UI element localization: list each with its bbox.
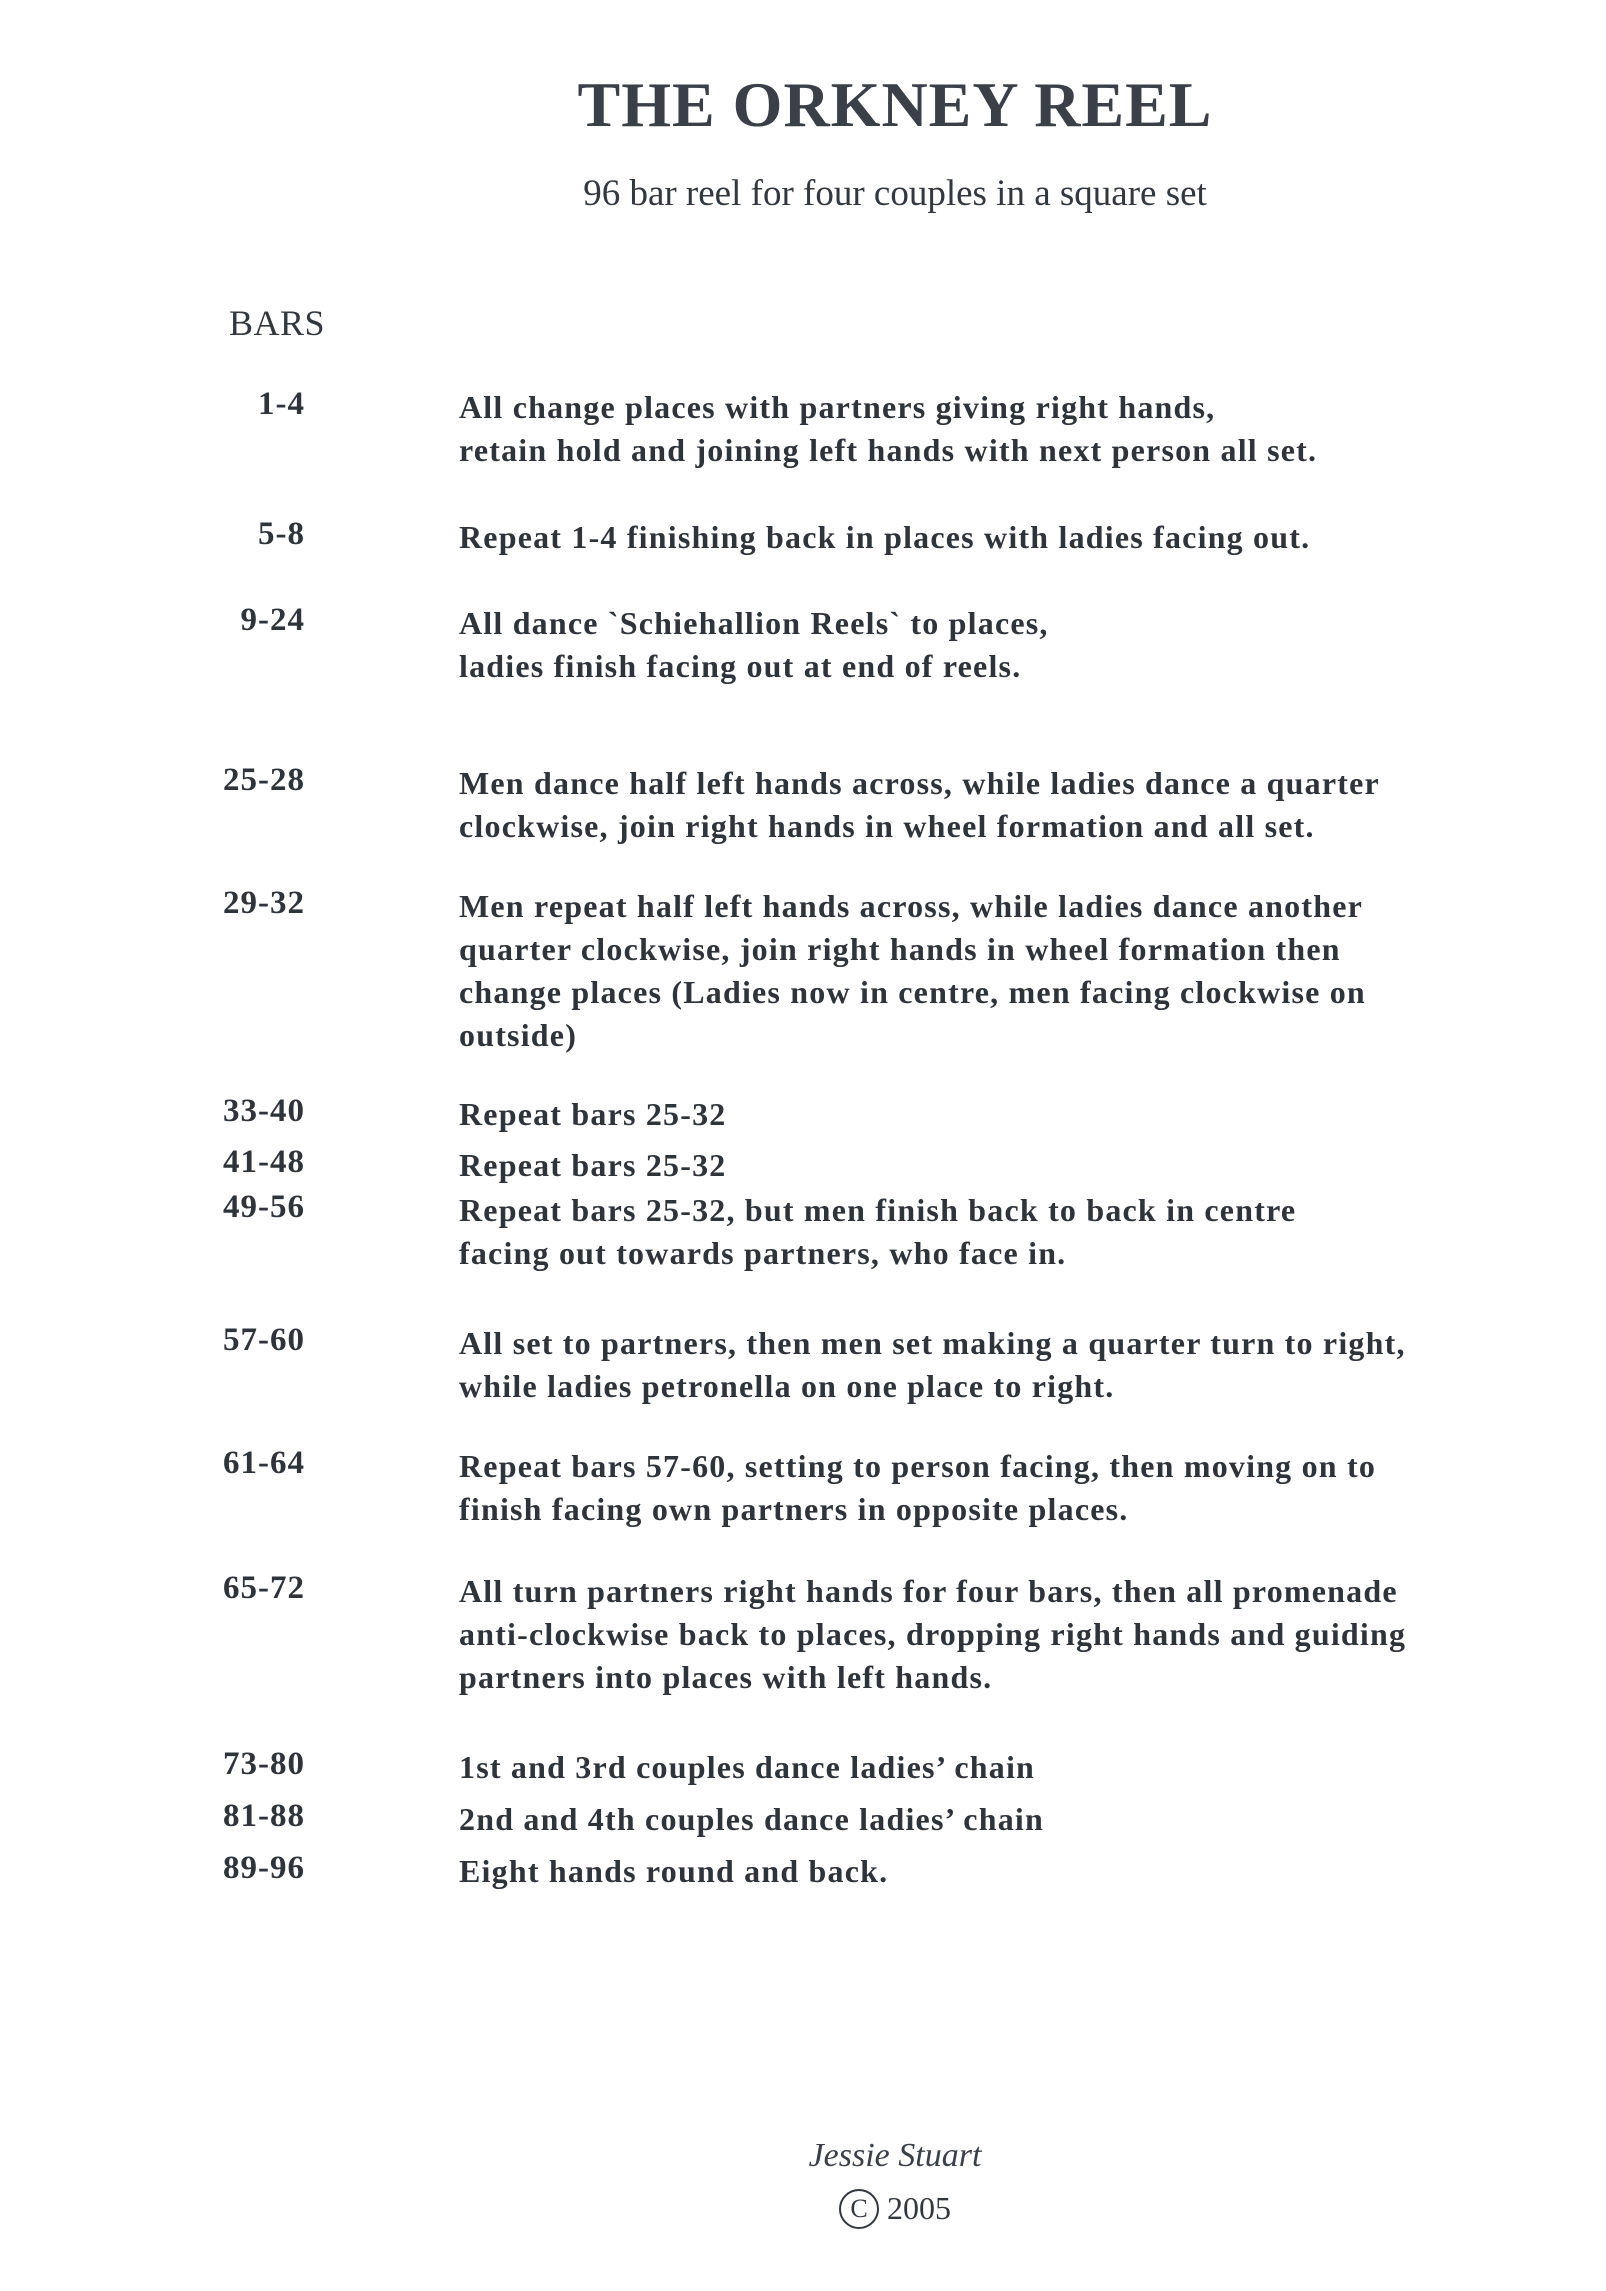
instruction-line: outside) (459, 1017, 578, 1053)
page-title: THE ORKNEY REEL (577, 69, 1213, 140)
instruction-text (459, 1850, 1579, 1893)
bar-range: 1-4 (258, 386, 305, 422)
instruction-text (459, 386, 1579, 472)
bar-range: 65-72 (223, 1570, 305, 1606)
instruction-text (459, 762, 1579, 848)
copyright-notice (0, 2190, 1606, 2232)
instruction-line: Repeat bars 25-32 (459, 1096, 727, 1132)
instruction-line: Men dance half left hands across, while ladies dance a quarter (459, 765, 1380, 801)
instruction-text (459, 516, 1579, 559)
instruction-line: partners into places with left hands. (459, 1659, 993, 1695)
bars-column-heading: BARS (229, 303, 326, 343)
instruction-text (459, 602, 1579, 688)
instruction-line: while ladies petronella on one place to right. (459, 1368, 1115, 1404)
bar-range: 49-56 (223, 1189, 305, 1225)
instruction-line: All turn partners right hands for four bars, then all promenade (459, 1573, 1398, 1609)
bar-range: 73-80 (223, 1746, 305, 1782)
instruction-line: anti-clockwise back to places, dropping right hands and guiding (459, 1616, 1407, 1652)
instruction-line: Repeat bars 25-32 (459, 1147, 727, 1183)
instruction-line: clockwise, join right hands in wheel formation and all set. (459, 808, 1315, 844)
copyright-year: 2005 (887, 2190, 951, 2226)
copyright-icon: C (839, 2189, 879, 2229)
instruction-line: All set to partners, then men set making a quarter turn to right, (459, 1325, 1406, 1361)
instruction-line: change places (Ladies now in centre, men facing clockwise on (459, 974, 1366, 1010)
instruction-line: Eight hands round and back. (459, 1853, 889, 1889)
bar-range: 89-96 (223, 1850, 305, 1886)
instruction-line: 1st and 3rd couples dance ladies’ chain (459, 1749, 1036, 1785)
instruction-line: Repeat 1-4 finishing back in places with ladies facing out. (459, 519, 1311, 555)
instruction-line: quarter clockwise, join right hands in wheel formation then (459, 931, 1341, 967)
instruction-text (459, 1570, 1579, 1699)
instruction-text (459, 1189, 1579, 1275)
author-signature: Jessie Stuart (808, 2137, 982, 2174)
instruction-line: facing out towards partners, who face in. (459, 1235, 1067, 1271)
instruction-line: All change places with partners giving right hands, (459, 389, 1216, 425)
instruction-line: finish facing own partners in opposite places. (459, 1491, 1129, 1527)
instruction-text (459, 1093, 1579, 1136)
instruction-text (459, 1144, 1579, 1187)
instruction-line: Men repeat half left hands across, while ladies dance another (459, 888, 1363, 924)
instruction-text (459, 1322, 1579, 1408)
bar-range: 61-64 (223, 1445, 305, 1481)
bar-range: 5-8 (258, 516, 305, 552)
instruction-text (459, 1445, 1579, 1531)
bar-range: 25-28 (223, 762, 305, 798)
bar-range: 57-60 (223, 1322, 305, 1358)
bar-range: 41-48 (223, 1144, 305, 1180)
bar-range: 9-24 (240, 602, 305, 638)
bar-range: 33-40 (223, 1093, 305, 1129)
instruction-line: Repeat bars 57-60, setting to person facing, then moving on to (459, 1448, 1377, 1484)
instruction-text (459, 1746, 1579, 1789)
instruction-line: 2nd and 4th couples dance ladies’ chain (459, 1801, 1044, 1837)
instruction-text (459, 885, 1579, 1057)
bar-range: 81-88 (223, 1798, 305, 1834)
instruction-line: All dance `Schiehallion Reels` to places, (459, 605, 1049, 641)
instruction-line: Repeat bars 25-32, but men finish back to back in centre (459, 1192, 1297, 1228)
instruction-text (459, 1798, 1579, 1841)
instruction-line: ladies finish facing out at end of reels. (459, 648, 1022, 684)
instruction-line: retain hold and joining left hands with next person all set. (459, 432, 1318, 468)
page-subtitle: 96 bar reel for four couples in a square set (583, 173, 1207, 214)
bar-range: 29-32 (223, 885, 305, 921)
